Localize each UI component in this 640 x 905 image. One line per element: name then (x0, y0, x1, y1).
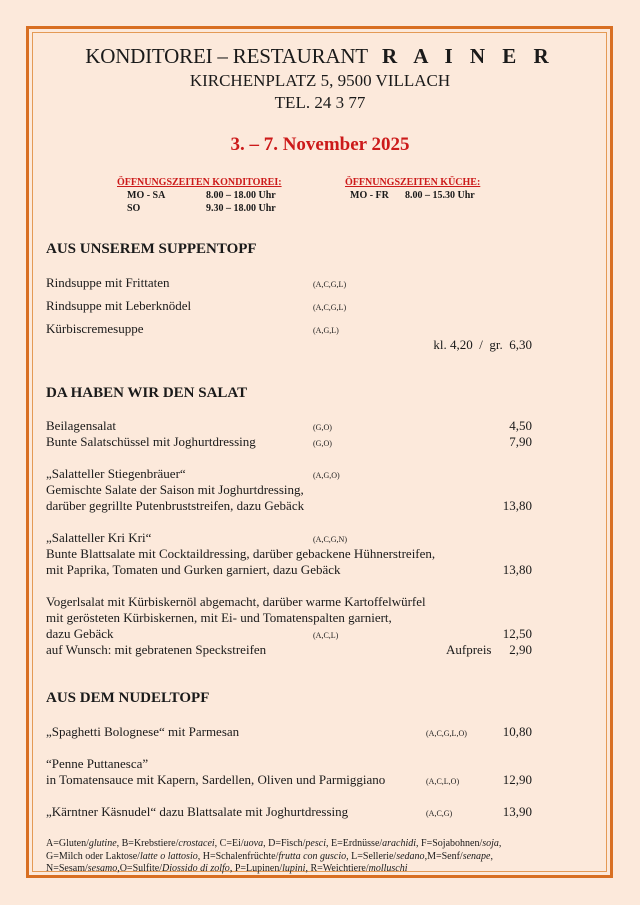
salad-item-2: „Salatteller Stiegenbräuer“ (46, 466, 186, 481)
pasta-item-1: “Penne Puttanesca” (46, 756, 149, 771)
salad-price-1: 7,90 (509, 434, 532, 449)
salad-allergens-3: (A,C,G,N) (313, 535, 347, 544)
allergen-legend-line-2: N=Sesam/sesamo,O=Sulfite/Diossido di zolfo, P=Lupinen/lupini, R=Weichtiere/molluschi (46, 863, 408, 874)
salad-allergens-2: (A,G,O) (313, 471, 340, 480)
salad-item-3: „Salatteller Kri Kri“ (46, 530, 152, 545)
pasta-allergens-2: (A,C,G) (426, 809, 453, 818)
soup-allergens-0: (A,C,G,L) (313, 280, 347, 289)
pasta-allergens-0: (A,C,G,L,O) (426, 729, 467, 738)
salad-allergens-0: (G,O) (313, 423, 332, 432)
pasta-price-2: 13,90 (502, 804, 532, 819)
hours-konditorei-heading: ÖFFNUNGSZEITEN KONDITOREI: (117, 177, 282, 188)
salad-item-3-desc-1: mit Paprika, Tomaten und Gurken garniert, dazu Gebäck (46, 562, 341, 577)
salad-price-0: 4,50 (509, 418, 532, 433)
section-title-salad: DA HABEN WIR DEN SALAT (46, 385, 248, 401)
allergen-legend (46, 838, 501, 876)
salad-item-2-desc-1: darüber gegrillte Putenbruststreifen, dazu Gebäck (46, 498, 305, 513)
menu-frame-inner (32, 32, 607, 872)
pasta-allergens-1: (A,C,L,O) (426, 777, 460, 786)
soup-price-line: kl. 4,20 / gr. 6,30 (433, 337, 532, 352)
salad-price-4: 12,50 (502, 626, 532, 641)
hours-kueche-days-0: MO - FR (350, 190, 389, 201)
salad-extra-label: auf Wunsch: mit gebratenen Speckstreifen (46, 642, 267, 657)
salad-allergens-1: (G,O) (313, 439, 332, 448)
pasta-item-0: „Spaghetti Bolognese“ mit Parmesan (46, 724, 240, 739)
allergen-legend-line-0: A=Gluten/glutine, B=Krebstiere/crostacei, C=Ei/uova, D=Fisch/pesci, E=Erdnüsse/arachidi, F=Sojabohnen/soja, (46, 838, 502, 849)
salad-price-2: 13,80 (502, 498, 532, 513)
section-title-soup: AUS UNSEREM SUPPENTOPF (46, 241, 257, 257)
soup-allergens-2: (A,G,L) (313, 326, 339, 335)
salad-extra-surcharge-label: Aufpreis (446, 642, 492, 657)
salad-item-4-desc-0: Vogerlsalat mit Kürbiskernöl abgemacht, darüber warme Kartoffelwürfel (46, 594, 426, 609)
salad-price-3: 13,80 (502, 562, 532, 577)
soup-item-2: Kürbiscremesuppe (46, 321, 144, 336)
soup-item-0: Rindsuppe mit Frittaten (46, 275, 170, 290)
salad-item-0: Beilagensalat (46, 418, 117, 433)
pasta-price-0: 10,80 (502, 724, 532, 739)
salad-item-1: Bunte Salatschüssel mit Joghurtdressing (46, 434, 256, 449)
salad-item-2-desc-0: Gemischte Salate der Saison mit Joghurtdressing, (46, 482, 304, 497)
restaurant-title (0, 44, 640, 69)
salad-item-4-desc-2: dazu Gebäck (46, 626, 114, 641)
salad-allergens-4: (A,C,L) (313, 631, 339, 640)
date-range: 3. – 7. November 2025 (230, 134, 410, 155)
pasta-item-2: „Kärntner Käsnudel“ dazu Blattsalate mit Joghurtdressing (46, 804, 349, 819)
phone: TEL. 24 3 77 (274, 93, 366, 112)
title-prefix: KONDITOREI – RESTAURANT (85, 44, 368, 68)
section-title-pasta: AUS DEM NUDELTOPF (46, 690, 210, 706)
hours-konditorei-time-0: 8.00 – 18.00 Uhr (206, 190, 276, 201)
allergen-legend-line-1: G=Milch oder Laktose/latte o lattosio, H=Schalenfrüchte/frutta con guscio, L=Sellerie/sedano,M=Senf/senape, (46, 850, 493, 862)
pasta-price-1: 12,90 (502, 772, 532, 787)
salad-item-4-desc-1: mit gerösteten Kürbiskernen, mit Ei- und Tomatenspalten garniert, (46, 610, 392, 625)
hours-kueche-time-0: 8.00 – 15.30 Uhr (405, 190, 475, 201)
salad-extra-price: 2,90 (509, 642, 532, 657)
salad-item-3-desc-0: Bunte Blattsalate mit Cocktaildressing, darüber gebackene Hühnerstreifen, (46, 546, 436, 561)
brand-name: R A I N E R (381, 44, 555, 68)
hours-kueche-heading: ÖFFNUNGSZEITEN KÜCHE: (345, 177, 481, 188)
soup-item-1: Rindsuppe mit Leberknödel (46, 298, 192, 313)
address: KIRCHENPLATZ 5, 9500 VILLACH (189, 71, 451, 90)
hours-konditorei-days-0: MO - SA (127, 190, 166, 201)
hours-konditorei-time-1: 9.30 – 18.00 Uhr (206, 203, 276, 214)
soup-allergens-1: (A,C,G,L) (313, 303, 347, 312)
hours-konditorei-days-1: SO (127, 203, 141, 214)
pasta-item-1-desc-0: in Tomatensauce mit Kapern, Sardellen, Oliven und Parmiggiano (46, 772, 386, 787)
